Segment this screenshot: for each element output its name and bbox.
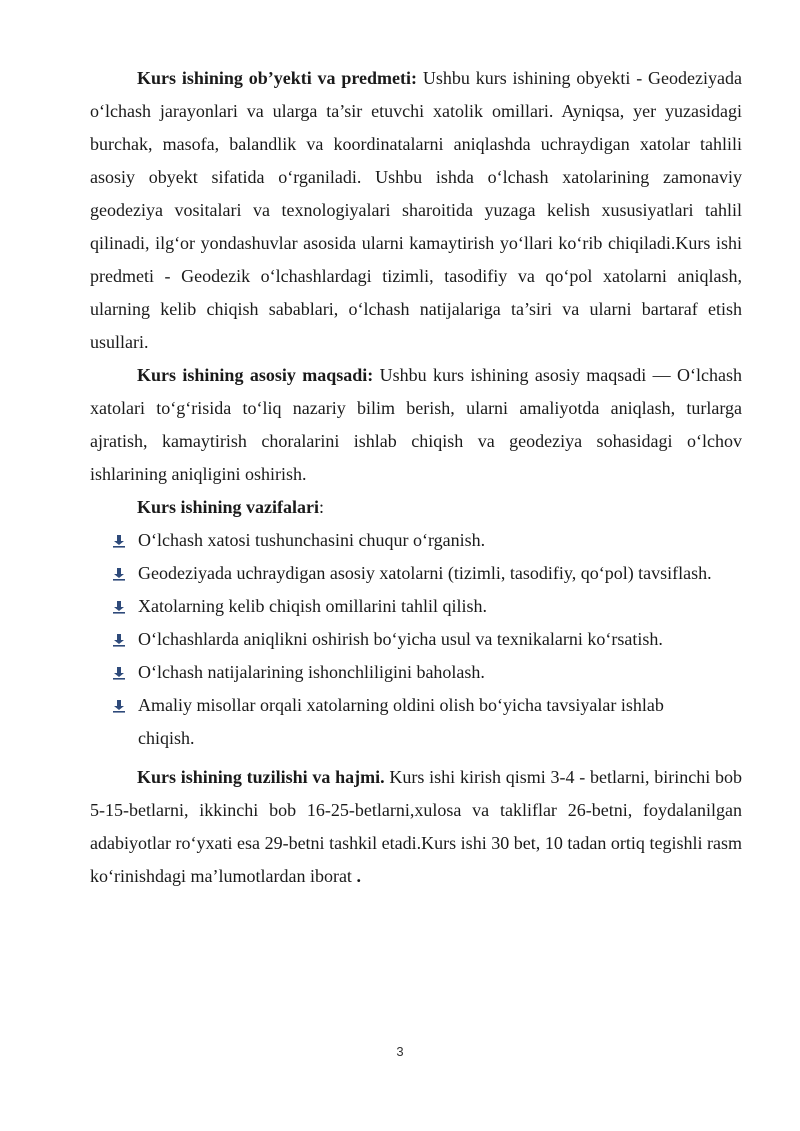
goal-body: Ushbu kurs ishining asosiy maqsadi — O‘lchash xatolari to‘g‘risida to‘liq nazariy bilim berish, ularni amaliyotda aniqlash, turlarga ajratish, kamaytirish choralarini ishlab chiqish va geodeziya sohasidagi o‘lchov ishlarining aniqligini oshirish.	[90, 365, 742, 484]
list-item	[90, 557, 742, 590]
page-content	[90, 62, 742, 893]
tasks-heading-colon: :	[319, 497, 325, 517]
page-number: 3	[396, 1044, 404, 1059]
object-paragraph	[90, 62, 742, 359]
task-text: O‘lchashlarda aniqlikni oshirish bo‘yicha usul va texnikalarni ko‘rsatish.	[138, 629, 663, 649]
tasks-list	[90, 524, 742, 755]
list-item	[90, 656, 742, 689]
list-item	[90, 524, 742, 557]
arrow-down-bullet-icon	[112, 633, 126, 647]
structure-heading: Kurs ishining tuzilishi va hajmi.	[137, 767, 385, 787]
goal-heading: Kurs ishining asosiy maqsadi:	[137, 365, 374, 385]
object-body: Ushbu kurs ishining obyekti - Geodeziyada o‘lchash jarayonlari va ularga ta’sir etuvchi xatolik omillari. Ayniqsa, yer yuzasidagi burchak, masofa, balandlik va koordinatalarni aniqlashda uchraydigan xatolar tahlili asosiy obyekt sifatida o‘rganiladi. Ushbu ishda o‘lchash xatolarining zamonaviy geodeziya vositalari va texnologiyalari sharoitida yuzaga kelish xususiyatlari tahlil qilinadi, ilg‘or yondashuvlar asosida ularni kamaytirish yo‘llari ko‘rib chiqiladi.Kurs ishi predmeti - Geodezik o‘lchashlardagi tizimli, tasodifiy va qo‘pol xatolarni aniqlash, ularning kelib chiqish sabablari, o‘lchash natijalariga ta’siri va ularni bartaraf etish usullari.	[90, 68, 742, 352]
tasks-heading-paragraph	[90, 491, 742, 524]
task-text: Amaliy misollar orqali xatolarning oldini olish bo‘yicha tavsiyalar ishlab chiqish.	[138, 695, 664, 748]
object-heading: Kurs ishining ob’yekti va predmeti:	[137, 68, 418, 88]
task-text: O‘lchash natijalarining ishonchliligini baholash.	[138, 662, 485, 682]
list-item	[90, 689, 742, 755]
structure-paragraph	[90, 761, 742, 893]
task-text: Geodeziyada uchraydigan asosiy xatolarni (tizimli, tasodifiy, qo‘pol) tavsiflash.	[138, 563, 712, 583]
arrow-down-bullet-icon	[112, 666, 126, 680]
structure-body: Kurs ishi kirish qismi 3-4 - betlarni, birinchi bob 5-15-betlarni, ikkinchi bob 16-25-betlarni,xulosa va takliflar 26-betni, foydalanilgan adabiyotlar ro‘yxati esa 29-betni tashkil etadi.Kurs ishi 30 bet, 10 tadan ortiq tegishli rasm ko‘rinishdagi ma’lumotlardan iborat	[90, 767, 743, 886]
task-text: Xatolarning kelib chiqish omillarini tahlil qilish.	[138, 596, 487, 616]
arrow-down-bullet-icon	[112, 600, 126, 614]
goal-paragraph	[90, 359, 742, 491]
arrow-down-bullet-icon	[112, 567, 126, 581]
arrow-down-bullet-icon	[112, 699, 126, 713]
list-item	[90, 623, 742, 656]
structure-trailing-dot: .	[356, 866, 361, 886]
list-item	[90, 590, 742, 623]
tasks-heading: Kurs ishining vazifalari	[137, 497, 320, 517]
task-text: O‘lchash xatosi tushunchasini chuqur o‘rganish.	[138, 530, 486, 550]
arrow-down-bullet-icon	[112, 534, 126, 548]
